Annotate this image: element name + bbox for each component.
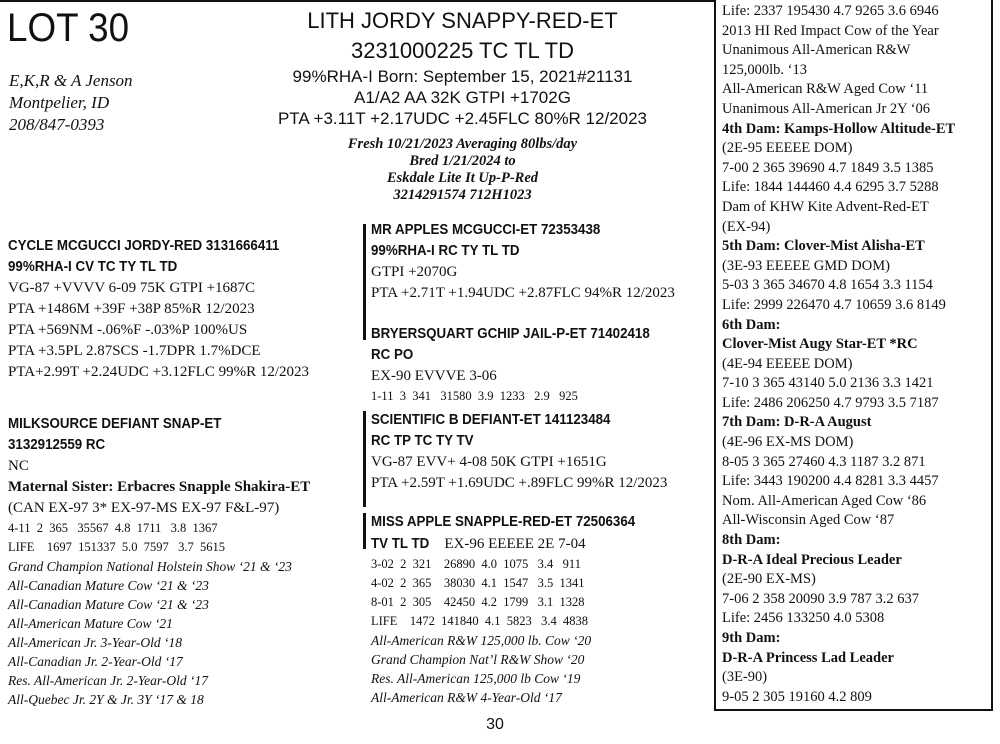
pedigree-line: (3E-90) xyxy=(722,669,768,686)
pedigree-line: Life: 2999 226470 4.7 10659 3.6 8149 xyxy=(722,296,946,313)
dam-sire-section xyxy=(371,220,675,304)
pedigree-line: 7-10 3 365 43140 5.0 2136 3.3 1421 xyxy=(722,375,934,392)
dam-sire-codes: 99%RHA-I RC TY TL TD xyxy=(371,243,520,259)
divider-bar xyxy=(363,224,366,340)
pedigree-line: Life: 2486 206250 4.7 9793 3.5 7187 xyxy=(722,394,939,411)
bryer-class: EX-90 EVVVE 3-06 xyxy=(371,368,497,384)
honor-line: All-Quebec Jr. 2Y & Jr. 3Y ‘17 & 18 xyxy=(8,692,204,707)
honor-line: Grand Champion National Holstein Show ‘21 & ‘23 xyxy=(8,559,292,574)
dam-sire-name: MR APPLES MCGUCCI-ET 72353438 xyxy=(371,222,601,238)
honor-line: All-American Jr. 3-Year-Old ‘18 xyxy=(8,635,182,650)
pedigree-line: (EX-94) xyxy=(722,218,771,235)
service-sire-id: 3214291574 712H1023 xyxy=(393,187,532,203)
bryer-section xyxy=(371,324,674,406)
dam-sire-line: PTA +2.71T +1.94UDC +2.87FLC 94%R 12/2023 xyxy=(371,285,675,301)
divider-bar xyxy=(363,513,366,549)
pta-line: PTA +3.11T +2.17UDC +2.45FLC 80%R 12/2023 xyxy=(277,109,648,128)
pedigree-line: Dam of KHW Kite Advent-Red-ET xyxy=(722,198,929,215)
mgs-section xyxy=(8,414,310,709)
dam-codes: TV TL TD xyxy=(371,536,430,552)
pedigree-line: All-Wisconsin Aged Cow ‘87 xyxy=(722,512,895,529)
pedigree-line: 5-03 3 365 34670 4.8 1654 3.3 1154 xyxy=(722,277,933,294)
sire-codes: 99%RHA-I CV TC TY TL TD xyxy=(8,259,178,275)
genomics-line: A1/A2 AA 32K GTPI +1702G xyxy=(354,88,571,107)
fresh-line: Fresh 10/21/2023 Averaging 80lbs/day xyxy=(347,136,578,152)
honor-line: Grand Champion Nat’l R&W Show ‘20 xyxy=(371,652,585,667)
pedigree-line: 2013 HI Red Impact Cow of the Year xyxy=(722,22,939,39)
pedigree-line: 7-06 2 358 20090 3.9 787 3.2 637 xyxy=(722,590,919,607)
pedigree-line: Life: 1844 144460 4.4 6295 3.7 5288 xyxy=(722,179,939,196)
pedigree-dam-heading: 8th Dam: xyxy=(722,532,781,549)
pedigree-dam-heading: 5th Dam: Clover-Mist Alisha-ET xyxy=(722,238,925,255)
honor-line: All-Canadian Mature Cow ‘21 & ‘23 xyxy=(8,597,209,612)
pedigree-line: Life: 2456 133250 4.0 5308 xyxy=(722,610,885,627)
bryer-name: BRYERSQUART GCHIP JAIL-P-ET 71402418 xyxy=(371,326,650,342)
bryer-codes: RC PO xyxy=(371,347,414,363)
pedigree-dam-heading: Clover-Mist Augy Star-ET *RC xyxy=(722,336,918,353)
sire-line: PTA +1486M +39F +38P 85%R 12/2023 xyxy=(8,301,255,317)
pedigree-box xyxy=(714,0,993,711)
mgs-nc: NC xyxy=(8,458,29,474)
sire-line: PTA+2.99T +2.24UDC +3.12FLC 99%R 12/2023 xyxy=(8,364,310,380)
record-row: 4-11 2 365 35567 4.8 1711 3.8 1367 xyxy=(8,521,218,535)
pedigree-line: 8-05 3 365 27460 4.3 1187 3.2 871 xyxy=(722,453,926,470)
pedigree-line: (3E-93 EEEEE GMD DOM) xyxy=(722,257,890,274)
honor-line: Res. All-American Jr. 2-Year-Old ‘17 xyxy=(8,673,208,688)
sire-name: CYCLE MCGUCCI JORDY-RED 3131666411 xyxy=(8,238,280,254)
record-row: 3-02 2 321 26890 4.0 1075 3.4 911 xyxy=(371,557,581,571)
dam-class: EX-96 EEEEE 2E 7-04 xyxy=(444,536,586,552)
dam-name: MISS APPLE SNAPPLE-RED-ET 72506364 xyxy=(371,514,636,530)
animal-name: LITH JORDY SNAPPY-RED-ET xyxy=(307,8,618,33)
record-row: 4-02 2 365 38030 4.1 1547 3.5 1341 xyxy=(371,576,585,590)
honor-line: Res. All-American 125,000 lb Cow ‘19 xyxy=(371,671,581,686)
scientific-line: VG-87 EVV+ 4-08 50K GTPI +1651G xyxy=(371,454,607,470)
pedigree-line: (2E-90 EX-MS) xyxy=(722,571,816,588)
pedigree-line: 7-00 2 365 39690 4.7 1849 3.5 1385 xyxy=(722,159,934,176)
honor-line: All-Canadian Jr. 2-Year-Old ‘17 xyxy=(8,654,183,669)
scientific-section xyxy=(371,410,667,494)
pedigree-line: All-American R&W Aged Cow ‘11 xyxy=(722,81,929,98)
pedigree-line: (4E-96 EX-MS DOM) xyxy=(722,434,854,451)
consignor-info xyxy=(9,70,133,136)
pedigree-dam-heading: 4th Dam: Kamps-Hollow Altitude-ET xyxy=(722,120,956,137)
pedigree-dam-heading: D-R-A Ideal Precious Leader xyxy=(722,551,902,568)
pedigree-line: Nom. All-American Aged Cow ‘86 xyxy=(722,492,927,509)
scientific-codes: RC TP TC TY TV xyxy=(371,433,474,449)
birth-line: 99%RHA-I Born: September 15, 2021#21131 xyxy=(292,67,633,86)
dam-section xyxy=(371,512,658,707)
mgs-name: MILKSOURCE DEFIANT SNAP-ET xyxy=(8,416,222,432)
sire-section xyxy=(8,236,309,383)
consignor-phone: 208/847-0393 xyxy=(9,115,105,134)
pedigree-line: Unanimous All-American Jr 2Y ‘06 xyxy=(722,100,931,117)
animal-details xyxy=(210,66,715,129)
scientific-line: PTA +2.59T +1.69UDC +.89FLC 99%R 12/2023 xyxy=(371,475,668,491)
animal-registration: 3231000225 TC TL TD xyxy=(350,38,574,63)
service-sire: Eskdale Lite It Up-P-Red xyxy=(386,170,539,186)
consignor-city: Montpelier, ID xyxy=(9,93,110,112)
pedigree-line: (4E-94 EEEEE DOM) xyxy=(722,355,853,372)
scientific-name: SCIENTIFIC B DEFIANT-ET 141123484 xyxy=(371,412,611,428)
sire-line: PTA +3.5PL 2.87SCS -1.7DPR 1.7%DCE xyxy=(8,343,261,359)
lot-number: LOT 30 xyxy=(7,6,130,50)
mgs-codes: 3132912559 RC xyxy=(8,437,106,453)
pedigree-dam-heading: 7th Dam: D-R-A August xyxy=(722,414,872,431)
honor-line: All-American R&W 4-Year-Old ‘17 xyxy=(371,690,562,705)
pedigree-line: (2E-95 EEEEE DOM) xyxy=(722,140,853,157)
sire-line: PTA +569NM -.06%F -.03%P 100%US xyxy=(8,322,248,338)
pedigree-line: Life: 2337 195430 4.7 9265 3.6 6946 xyxy=(722,3,939,19)
pedigree-line: 9-05 2 305 19160 4.2 809 xyxy=(722,688,872,705)
pedigree-line: 125,000lb. ‘13 xyxy=(722,61,807,78)
honor-line: All-American R&W 125,000 lb. Cow ‘20 xyxy=(371,633,592,648)
divider-bar xyxy=(363,411,366,507)
sire-line: VG-87 +VVVV 6-09 75K GTPI +1687C xyxy=(8,280,256,296)
fresh-bred-info xyxy=(210,136,715,204)
pedigree-line: Unanimous All-American R&W xyxy=(722,42,911,59)
pedigree-line: Life: 3443 190200 4.4 8281 3.3 4457 xyxy=(722,473,939,490)
maternal-sister: Maternal Sister: Erbacres Snapple Shakira-ET xyxy=(8,479,311,495)
maternal-sister-class: (CAN EX-97 3* EX-97-MS EX-97 F&L-97) xyxy=(8,500,280,516)
page-number: 30 xyxy=(486,716,504,733)
bred-line: Bred 1/21/2024 to xyxy=(409,153,516,169)
record-row: LIFE 1472 141840 4.1 5823 3.4 4838 xyxy=(371,614,589,628)
pedigree-dam-heading: 6th Dam: xyxy=(722,316,781,333)
top-rule xyxy=(0,0,714,2)
record-row: 8-01 2 305 42450 4.2 1799 3.1 1328 xyxy=(371,595,585,609)
honor-line: All-Canadian Mature Cow ‘21 & ‘23 xyxy=(8,578,209,593)
honor-line: All-American Mature Cow ‘21 xyxy=(8,616,173,631)
dam-codes-row xyxy=(371,533,658,555)
pedigree-dam-heading: D-R-A Princess Lad Leader xyxy=(722,649,894,666)
record-row: 1-11 3 341 31580 3.9 1233 2.9 925 xyxy=(371,389,578,403)
record-row: LIFE 1697 151337 5.0 7597 3.7 5615 xyxy=(8,540,226,554)
consignor-name: E,K,R & A Jenson xyxy=(9,71,133,90)
dam-sire-line: GTPI +2070G xyxy=(371,264,458,280)
pedigree-dam-heading: 9th Dam: xyxy=(722,630,781,646)
